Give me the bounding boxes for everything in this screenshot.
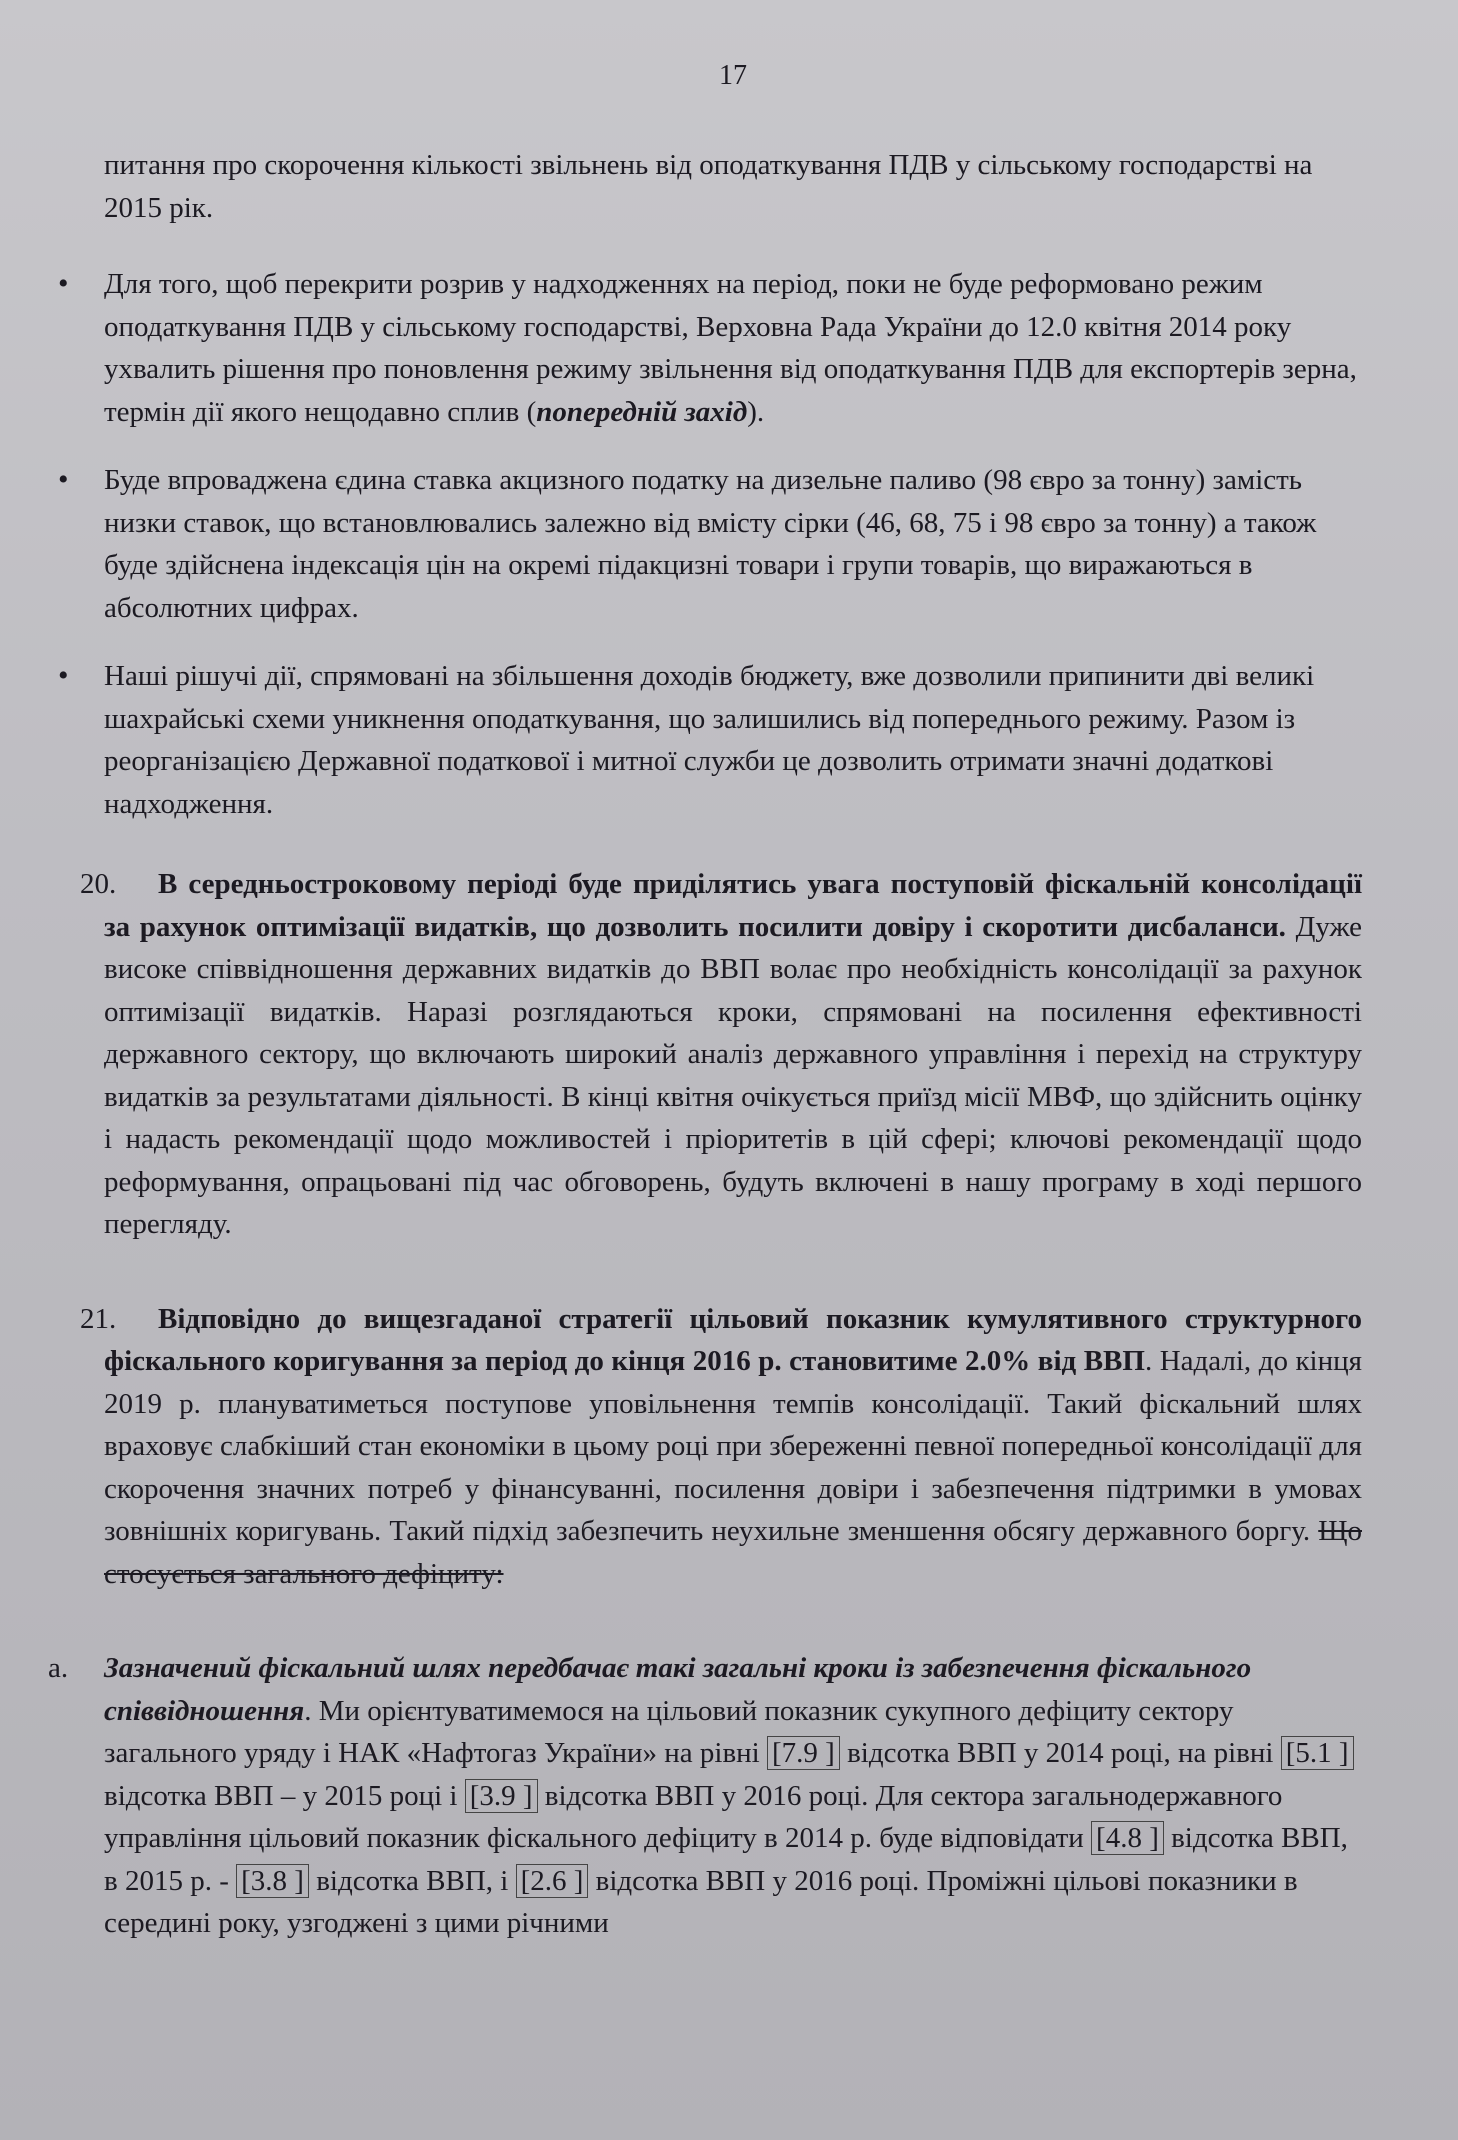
deficit-value: [5.1 ]: [1281, 1736, 1354, 1770]
bullet-icon: •: [58, 463, 69, 496]
bullet-icon: •: [58, 267, 69, 300]
sub-item-text: відсотка ВВП у 2016 році. Проміжні цільові показники в середині року, узгоджені з цими річними: [104, 1864, 1298, 1939]
sub-item-letter: a.: [48, 1652, 69, 1684]
paragraph-20: [80, 863, 1362, 1246]
paragraph-number: 20.: [80, 868, 117, 900]
sub-item-text: відсотка ВВП, і: [308, 1864, 516, 1897]
paragraph-lead: В середньостроковому періоді буде приділятись увага поступовій фіскальній консолідації за рахунок оптимізації видатків, що дозволить посилити довіру і скоротити дисбаланси.: [104, 868, 1362, 943]
sub-item-lead: Зазначений фіскальний шлях передбачає такі загальні кроки із забезпечення фіскального співвідношення: [104, 1652, 1252, 1727]
sub-item-a: [48, 1647, 1362, 1945]
bullet-list: [58, 263, 1362, 825]
list-item: [58, 263, 1362, 433]
list-item: [58, 459, 1362, 629]
paragraph-body: . Надалі, до кінця 2019 р. плануватиметься поступове уповільнення темпів консолідації. Такий фіскальний шлях враховує слабкіший стан економіки в цьому році при збереженні певної попередньої консолідації для скорочення значних потреб у фінансуванні, посилення довіри і забезпечення підтримки в умовах зовнішніх коригувань. Такий підхід забезпечить неухильне зменшення обсягу державного боргу.: [104, 1345, 1362, 1547]
deficit-value: [4.8 ]: [1091, 1821, 1164, 1855]
sub-item-text: відсотка ВВП у 2016 році. Для сектора загальнодержавного управління цільовий показник фіскального дефіциту в 2014 р. буде відповідати: [104, 1779, 1283, 1854]
paragraph-body: Дуже високе співвідношення державних видатків до ВВП волає про необхідність консолідації за рахунок оптимізації видатків. Наразі розглядаються кроки, спрямовані на посилення ефективності державного сектору, що включають широкий аналіз державного управління і перехід на структуру видатків за результатами діяльності. В кінці квітня очікується приїзд місії МВФ, що здійснить оцінку і надасть рекомендації щодо можливостей і пріоритетів в цій сфері; ключові рекомендації щодо реформування, опрацьовані під час обговорень, будуть включені в нашу програму в ході першого перегляду.: [104, 910, 1362, 1240]
paragraph-lead: Відповідно до вищезгаданої стратегії цільовий показник кумулятивного структурного фіскального коригування за період до кінця 2016 р. становитиме 2.0% від ВВП: [104, 1302, 1362, 1377]
deficit-value: [2.6 ]: [516, 1864, 589, 1898]
list-item: [58, 655, 1362, 825]
sub-item-text: відсотка ВВП, в 2015 р. -: [104, 1822, 1348, 1897]
deficit-value: [7.9 ]: [767, 1736, 840, 1770]
sub-item-text: відсотка ВВП у 2014 році, на рівні: [839, 1737, 1281, 1769]
sub-item-text: відсотка ВВП – у 2015 році і: [104, 1779, 465, 1812]
bullet-icon: •: [58, 659, 69, 692]
intro-paragraph: питання про скорочення кількості звільнень від оподаткування ПДВ у сільському господарстві на 2015 рік.: [104, 149, 1313, 224]
bullet-text: Буде впроваджена єдина ставка акцизного податку на дизельне паливо (98 євро за тонну) замість низки ставок, що встановлювались залежно від вмісту сірки (46, 68, 75 і 98 євро за тонну) а також буде здійснена індексація цін на окремі підакцизні товари і групи товарів, що виражаються в абсолютних цифрах.: [104, 464, 1317, 624]
deficit-value: [3.9 ]: [465, 1779, 538, 1813]
bullet-text: Для того, щоб перекрити розрив у надходженнях на період, поки не буде реформовано режим оподаткування ПДВ у сільському господарстві, Верховна Рада України до 12.0 квітня 2014 року ухвалить рішення про поновлення режиму звільнення від оподаткування ПДВ для експортерів зерна, термін дії якого нещодавно сплив (: [104, 268, 1357, 428]
page-number: 17: [719, 60, 747, 91]
struck-text: Що стосується загального дефіциту:: [104, 1515, 1362, 1590]
bullet-text: Наші рішучі дії, спрямовані на збільшення доходів бюджету, вже дозволили припинити дві великі шахрайські схеми уникнення оподаткування, що залишились від попереднього режиму. Разом із реорганізацією Державної податкової і митної служби це дозволить отримати значні додаткові надходження.: [104, 660, 1315, 820]
preliminary-measure-label: попередній захід: [536, 395, 748, 428]
bullet-text-end: ).: [747, 395, 765, 428]
paragraph-21: [80, 1298, 1362, 1596]
sub-item-text: . Ми орієнтуватимемося на цільовий показник сукупного дефіциту сектору загального уряду і НАК «Нафтогаз України» на рівні: [104, 1694, 1234, 1769]
deficit-value: [3.8 ]: [236, 1864, 309, 1898]
paragraph-number: 21.: [80, 1302, 117, 1335]
